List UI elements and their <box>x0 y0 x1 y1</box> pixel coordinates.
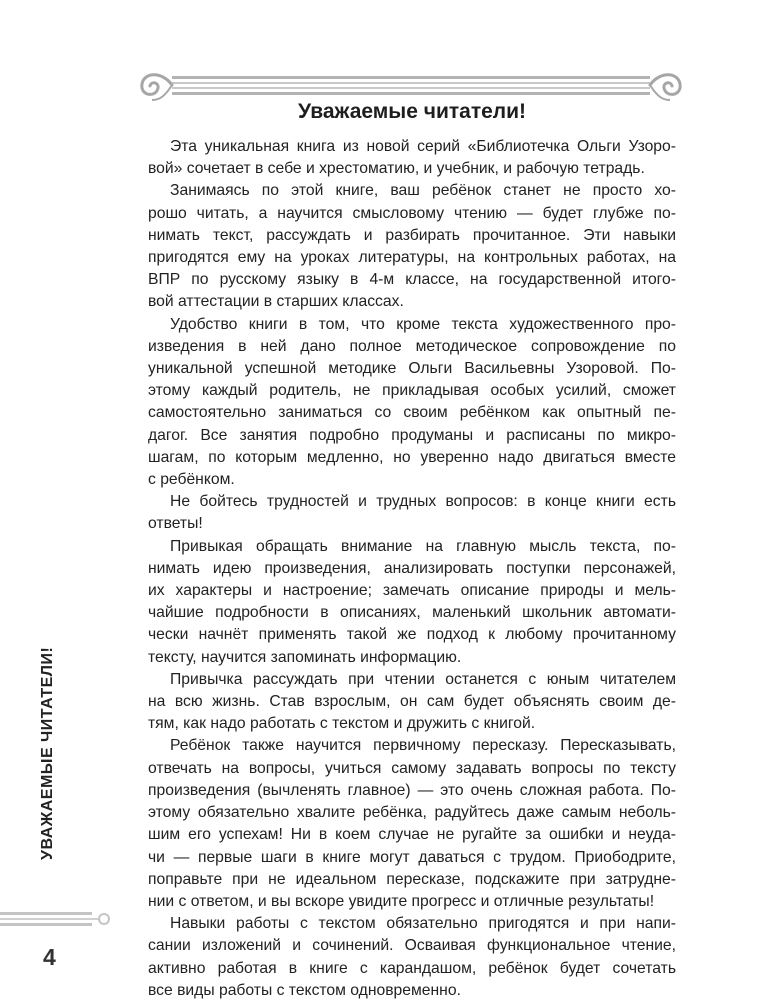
text-line: дагог. Все занятия подробно продуманы и расписаны по микро- <box>148 426 676 444</box>
text-line: на всю жизнь. Став взрослым, он сам будет объяснять своим де- <box>148 693 676 711</box>
text-line: Привыкая обращать внимание на главную мысль текста, по- <box>170 537 676 555</box>
text-line: Удобство книги в том, что кроме текста художественного про- <box>170 315 676 333</box>
text-line: чайшие подробности в описаниях, маленький школьник автомати- <box>148 604 676 622</box>
footer-ornament <box>0 906 120 936</box>
text-line: вой» сочетает в себе и хрестоматию, и учебник, и рабочую тетрадь. <box>148 160 645 178</box>
text-line: шагам, по которым медленно, но уверенно надо двигаться вместе <box>148 448 676 466</box>
text-line: их характеры и настроение; замечать описание природы и мель- <box>148 582 676 600</box>
text-line: этому обязательно хвалите ребёнка, радуйтесь даже самым неболь- <box>148 804 676 822</box>
text-line: Привычка рассуждать при чтении останется с юным читателем <box>170 670 676 688</box>
paragraph <box>148 136 676 180</box>
text-line: сании изложений и сочинений. Осваивая функциональное чтение, <box>148 937 676 955</box>
text-line: ВПР по русскому языку в 4-м классе, на государственной итого- <box>148 271 676 289</box>
spine-running-title: УВАЖАЕМЫЕ ЧИТАТЕЛИ! <box>39 646 56 860</box>
text-line: активно работая в книге с карандашом, ребёнок будет сочетать <box>148 959 676 977</box>
text-line: пригодятся ему на уроках литературы, на контрольных работах, на <box>148 249 676 267</box>
text-line: рошо читать, а научится смысловому чтению — будет глубже по- <box>148 204 676 222</box>
text-line: тям, как надо работать с текстом и дружить с книгой. <box>148 715 536 733</box>
text-line: ответы! <box>148 515 203 533</box>
text-line: тексту, научится запоминать информацию. <box>148 648 462 666</box>
text-line: самостоятельно заниматься со своим ребёнком как опытный пе- <box>148 404 676 422</box>
text-line: уникальной успешной методике Ольги Васильевны Узоровой. По- <box>148 360 676 378</box>
text-line: шим его успехам! Ни в коем случае не ругайте за ошибки и неуда- <box>148 826 676 844</box>
text-line: Навыки работы с текстом обязательно пригодятся и при напи- <box>170 915 676 933</box>
text-line: чески начнёт применять такой же подход к любому прочитанному <box>148 626 676 644</box>
text-line: с ребёнком. <box>148 471 235 489</box>
paragraph <box>148 536 676 669</box>
paragraph <box>148 491 676 535</box>
paragraph <box>148 314 676 492</box>
text-line: этому каждый родитель, не прикладывая особых усилий, сможет <box>148 382 676 400</box>
paragraph <box>148 735 676 913</box>
text-line: Занимаясь по этой книге, ваш ребёнок станет не просто хо- <box>170 182 676 200</box>
body-text <box>148 136 676 1002</box>
page-title: Уважаемые читатели! <box>297 100 527 123</box>
text-line: поправьте при не идеальном пересказе, подскажите при затрудне- <box>148 870 676 888</box>
text-line: нимать текст, рассуждать и разбирать прочитанное. Эти навыки <box>148 226 676 244</box>
text-line: чи — первые шаги в книге могут даваться с трудом. Приободрите, <box>148 848 676 866</box>
text-line: вой аттестации в старших классах. <box>148 293 404 311</box>
text-line: отвечать на вопросы, учиться самому задавать вопросы по тексту <box>148 759 676 777</box>
text-line: произведения (вычленять главное) — это очень сложная работа. По- <box>148 781 676 799</box>
text-line: Эта уникальная книга из новой серий «Библиотечка Ольги Узоро- <box>170 138 676 155</box>
text-line: нимать идею произведения, анализировать поступки персонажей, <box>148 559 676 577</box>
text-line: изведения в ней дано полное методическое сопровождение по <box>148 337 676 355</box>
text-line: нии с ответом, и вы вскоре увидите прогресс и отличные результаты! <box>148 892 655 910</box>
text-line: Не бойтесь трудностей и трудных вопросов: в конце книги есть <box>170 493 676 511</box>
paragraph <box>148 180 676 313</box>
text-line: Ребёнок также научится первичному пересказу. Пересказывать, <box>170 737 676 755</box>
text-line: все виды работы с текстом одновременно. <box>148 981 461 999</box>
paragraph <box>148 913 676 1002</box>
paragraph <box>148 669 676 736</box>
page-number: 4 <box>43 944 56 970</box>
